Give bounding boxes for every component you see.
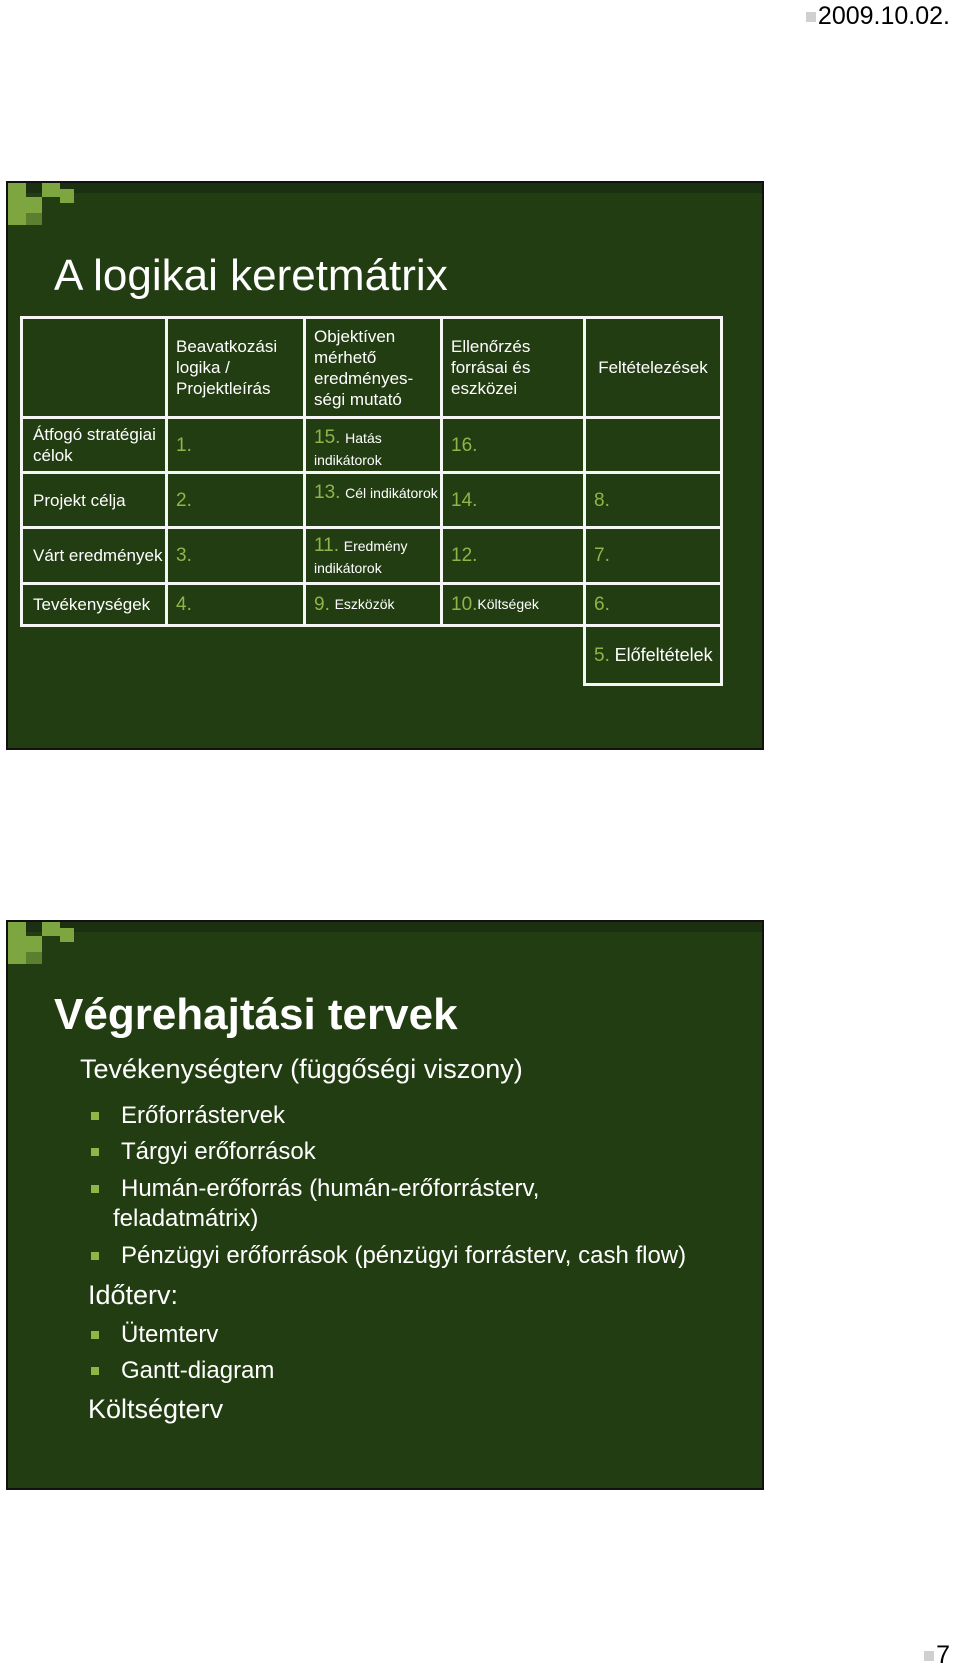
- cell-9-text: Eszközök: [334, 596, 395, 612]
- cell-13-number: 13.: [314, 482, 341, 503]
- cell-5-text: Előfeltételek: [614, 644, 713, 665]
- cell-10-text: Költségek: [477, 596, 539, 612]
- cell-11-text: Eredmény indikátorok: [314, 538, 408, 576]
- cell-8: 8.: [583, 471, 723, 529]
- row-label-project-purpose: Projekt célja: [20, 471, 168, 529]
- cell-3: 3.: [165, 526, 306, 585]
- bullet-square-icon: [91, 1367, 99, 1375]
- list-item-material-resources: Tárgyi erőforrások: [91, 1138, 316, 1166]
- cell-10: [440, 582, 586, 627]
- cell-10-number: 10.: [451, 594, 478, 615]
- bullet-square-icon: [91, 1252, 99, 1260]
- cell-9: [303, 582, 443, 627]
- list-item-cost-plan: Költségterv: [88, 1394, 224, 1424]
- bullet-square-icon: [91, 1148, 99, 1156]
- list-item-schedule: Ütemterv: [91, 1321, 218, 1349]
- cell-13: [303, 471, 443, 529]
- row-label-overall-objectives: Átfogó stratégiai célok: [20, 416, 168, 474]
- date-text: 2009.10.02.: [817, 2, 950, 30]
- bullet-square-icon: [91, 1112, 99, 1120]
- cell-2: 2.: [165, 471, 306, 529]
- cell-12: 12.: [440, 526, 586, 585]
- list-item-resource-plans: Erőforrástervek: [91, 1102, 285, 1130]
- logframe-matrix: [20, 316, 760, 716]
- row-label-activities: Tevékenységek: [20, 582, 168, 627]
- list-item-time-plan: Időterv:: [88, 1280, 179, 1310]
- col-header-assumptions: Feltételezések: [583, 316, 723, 419]
- cell-11-number: 11.: [314, 535, 340, 556]
- cell-16: 16.: [440, 416, 586, 474]
- slide-title: Végrehajtási tervek: [54, 990, 458, 1039]
- cell-1: 1.: [165, 416, 306, 474]
- cell-14: 14.: [440, 471, 586, 529]
- bullet-square-icon: [91, 1185, 99, 1193]
- cell-13-text: Cél indikátorok: [345, 485, 438, 501]
- col-header-verification: Ellenőrzés forrásai és eszközei: [440, 316, 586, 419]
- page-number: [924, 1641, 950, 1670]
- cell-6: 6.: [583, 582, 723, 627]
- cell-assumption-empty: [583, 416, 723, 474]
- col-header-indicators: Objektíven mérhető eredményes-ségi mutató: [303, 316, 443, 419]
- cell-15-number: 15.: [314, 427, 341, 448]
- slide-decoration: [8, 922, 766, 964]
- row-label-expected-results: Várt eredmények: [20, 526, 168, 585]
- bullet-square-icon: [924, 1651, 934, 1661]
- cell-11: [303, 526, 443, 585]
- matrix-corner-cell: [20, 316, 168, 419]
- slide-logframe: [6, 181, 764, 750]
- bullet-square-icon: [91, 1331, 99, 1339]
- cell-7: 7.: [583, 526, 723, 585]
- cell-9-number: 9.: [314, 594, 330, 615]
- cell-preconditions: [583, 624, 723, 686]
- list-item-human-resources-cont: feladatmátrix): [113, 1205, 259, 1232]
- list-item-human-resources: Humán-erőforrás (humán-erőforrásterv,: [91, 1175, 539, 1203]
- list-item-activity-plan: Tevékenységterv (függőségi viszony): [80, 1054, 523, 1084]
- slide-title: A logikai keretmátrix: [54, 251, 448, 300]
- header-date: [806, 2, 950, 31]
- cell-15-text: Hatás indikátorok: [314, 430, 382, 468]
- col-header-intervention: Beavatkozási logika / Projektleírás: [165, 316, 306, 419]
- list-item-gantt: Gantt-diagram: [91, 1357, 274, 1385]
- cell-15: [303, 416, 443, 474]
- bullet-square-icon: [806, 12, 816, 22]
- list-item-financial-resources: Pénzügyi erőforrások (pénzügyi forrásterv, cash flow): [91, 1242, 686, 1270]
- slide-decoration: [8, 183, 766, 225]
- cell-5-number: 5.: [594, 644, 610, 666]
- slide-implementation-plans: [6, 920, 764, 1490]
- cell-4: 4.: [165, 582, 306, 627]
- page-number-text: 7: [936, 1641, 950, 1669]
